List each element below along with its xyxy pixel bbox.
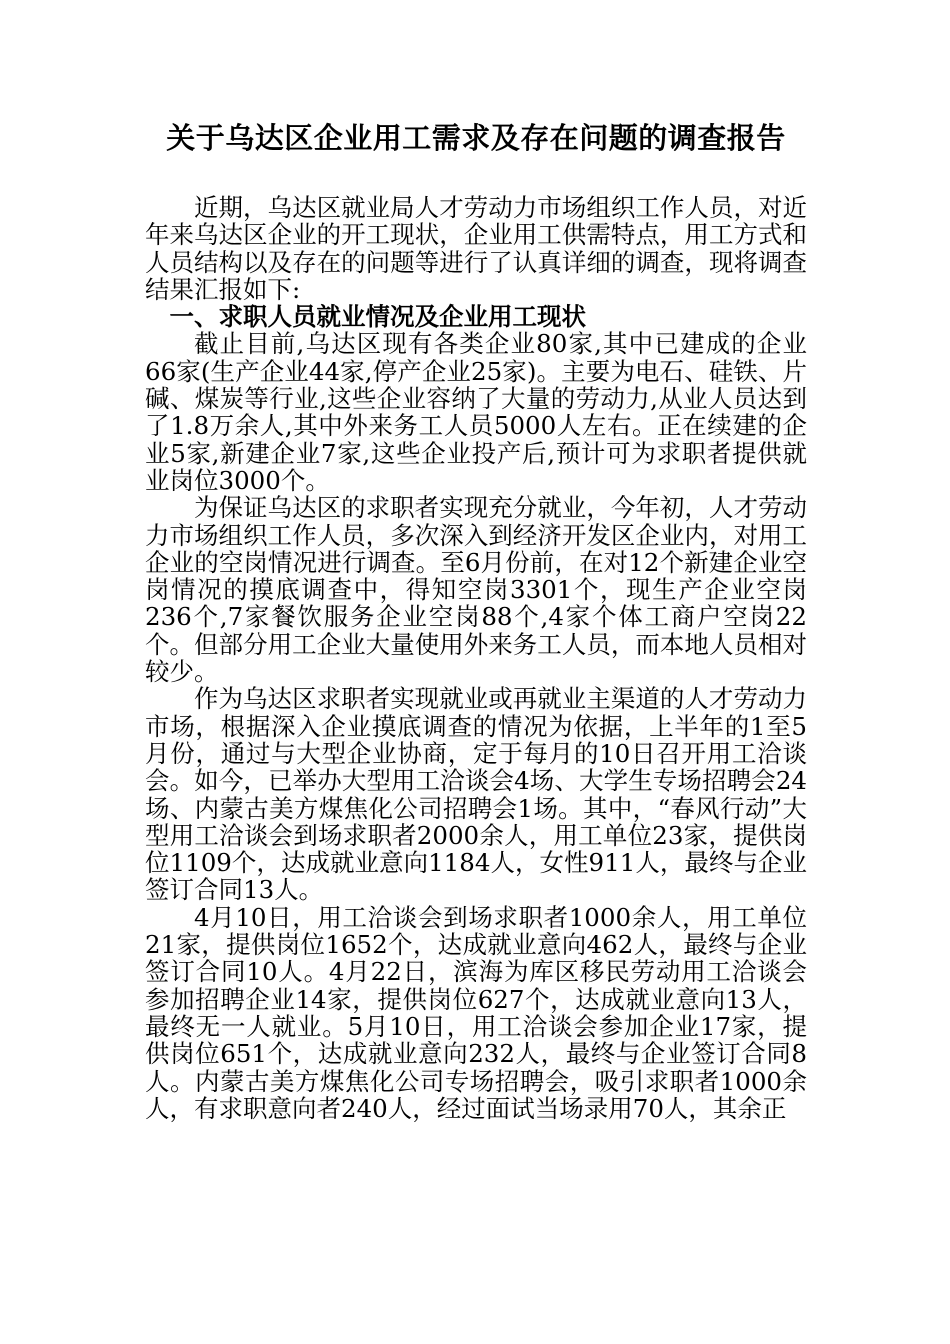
body-paragraph: 为保证乌达区的求职者实现充分就业，今年初，人才劳动力市场组织工作人员，多次深入到经济开发区企业内，对用工企业的空岗情况进行调查。至6月份前，在对12个新建企业空岗情况的摸底调查中，得知空岗3301个，现生产企业空岗236个,7家餐饮服务企业空岗88个,4家个体工商户空岗22个。但部分用工企业大量使用外来务工人员，而本地人员相对较少。 xyxy=(145,493,807,687)
body-paragraph: 截止目前,乌达区现有各类企业80家,其中已建成的企业66家(生产企业44家,停产企业25家)。主要为电石、硅铁、片碱、煤炭等行业,这些企业容纳了大量的劳动力,从业人员达到了1.8万余人,其中外来务工人员5000人左右。正在续建的企业5家,新建企业7家,这些企业投产后,预计可为求职者提供就业岗位3000个。 xyxy=(145,329,807,495)
intro-paragraph: 近期，乌达区就业局人才劳动力市场组织工作人员，对近年来乌达区企业的开工现状，企业用工供需特点，用工方式和人员结构以及存在的问题等进行了认真详细的调查，现将调查结果汇报如下: xyxy=(145,193,807,304)
body-paragraph: 作为乌达区求职者实现就业或再就业主渠道的人才劳动力市场，根据深入企业摸底调查的情况为依据，上半年的1至5月份，通过与大型企业协商，定于每月的10日召开用工洽谈会。如今，已举办大型用工洽谈会4场、大学生专场招聘会24场、内蒙古美方煤焦化公司招聘会1场。其中，“春风行动”大型用工洽谈会到场求职者2000余人，用工单位23家，提供岗位1109个，达成就业意向1184人，女性911人，最终与企业签订合同13人。 xyxy=(145,684,807,905)
section-heading: 一、求职人员就业情况及企业用工现状 xyxy=(169,302,586,332)
document-page xyxy=(145,118,807,1122)
document-title: 关于乌达区企业用工需求及存在问题的调查报告 xyxy=(166,121,786,155)
body-paragraph: 4月10日，用工洽谈会到场求职者1000余人，用工单位21家，提供岗位1652个，达成就业意向462人，最终与企业签订合同10人。4月22日，滨海为库区移民劳动用工洽谈会参加招聘企业14家，提供岗位627个，达成就业意向13人，最终无一人就业。5月10日，用工洽谈会参加企业17家，提供岗位651个，达成就业意向232人，最终与企业签订合同8人。内蒙古美方煤焦化公司专场招聘会，吸引求职者1000余人，有求职意向者240人，经过面试当场录用70人，其余正 xyxy=(145,902,807,1123)
